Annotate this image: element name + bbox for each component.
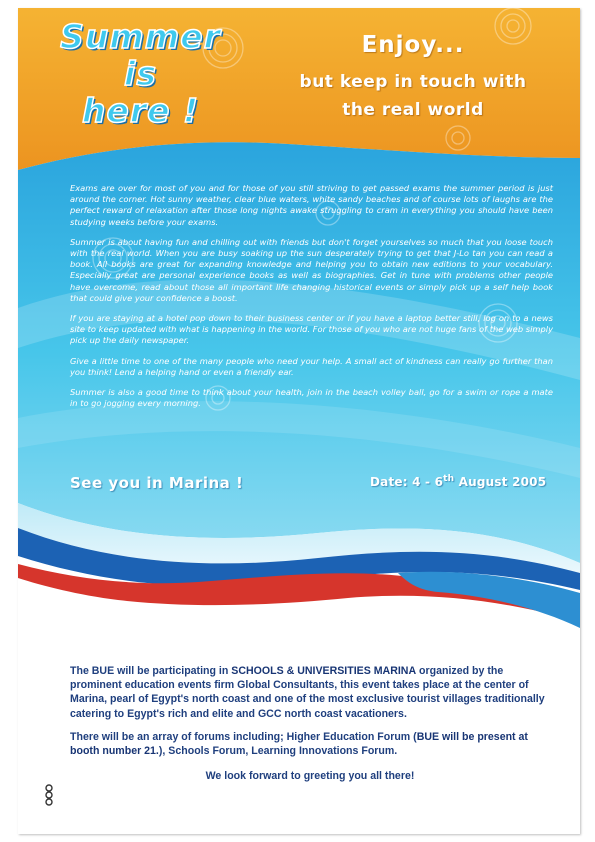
- event-date: [370, 474, 546, 489]
- info-text: ), Schools Forum, Learning Innovations Forum.: [158, 745, 398, 758]
- event-info: [70, 664, 550, 767]
- date-prefix: Date: 4 - 6: [370, 475, 444, 489]
- article-paragraph: Give a little time to one of the many people who need your help. A small act of kindness can really go further than you think! Lend a helping hand or even a friendly ear.: [70, 355, 553, 377]
- info-text: There will be an array of forums including; Higher Education Forum (: [70, 730, 417, 743]
- info-text: organized by the prominent education events firm Global Consultants, this event takes place at the center of Marina, pearl of Egypt's north coast and one of the most exclusive tourist villages traditionally catering to Egypt's rich and elite and GCC north coast vacationers.: [70, 665, 545, 720]
- article-body: [70, 183, 553, 418]
- info-paragraph-1: [70, 664, 550, 721]
- info-text: The BUE will be participating in: [70, 665, 232, 677]
- headline-line-1: Summer: [60, 17, 221, 56]
- date-rest: August 2005: [454, 475, 547, 489]
- headline: [48, 18, 233, 129]
- article-paragraph: Exams are over for most of you and for those of you still striving to get passed exams the summer period is just around the corner. Hot sunny weather, clear blue waters, white sandy beaches and of course lots of laughs are the perfect reward of relaxation after those long nights awake struggling to cram in everything you should have been studying weeks before your exams.: [70, 183, 553, 227]
- article-paragraph: Summer is also a good time to think about your health, join in the beach volley ball, go for a swim or rope a mate in to go jogging every morning.: [70, 387, 553, 409]
- date-suffix: th: [443, 474, 455, 484]
- headline-line-3: here !: [81, 91, 200, 130]
- enjoy-heading: Enjoy...: [361, 32, 465, 58]
- info-paragraph-2: [70, 730, 550, 758]
- tagline-line-2: the real world: [342, 100, 484, 120]
- tagline: [263, 68, 563, 124]
- poster-page: [18, 8, 580, 834]
- tagline-line-1: but keep in touch with: [299, 72, 527, 92]
- article-paragraph: Summer is about having fun and chilling out with friends but don't forget yourselves so much that you loose touch with the real world. When you are busy soaking up the sun desperately trying to get that J-Lo tan you can read a book. All books are great for expanding knowledge and helping you to obtain new editions to your vocabulary. Especially great are personal experience books as well as biographies. Get in tune with problems other people have overcome, read about those all important life changing historical events or simply pick up a self help book that could give your confidence a boost.: [70, 236, 553, 303]
- greeting: We look forward to greeting you all there!: [205, 770, 415, 782]
- headline-line-2: is: [124, 54, 157, 93]
- footer-logo-icon: [42, 784, 56, 806]
- booth-note: BUE will be present at booth number 21.: [70, 730, 528, 758]
- see-you-heading: See you in Marina !: [70, 474, 244, 492]
- event-name: SCHOOLS & UNIVERSITIES MARINA: [231, 665, 417, 677]
- article-paragraph: If you are staying at a hotel pop down to their business center or if you have a laptop better still, log on to a news site to keep updated with what is happening in the world. For those of you who are not huge fans of the web simply pick up the daily newspaper.: [70, 313, 553, 346]
